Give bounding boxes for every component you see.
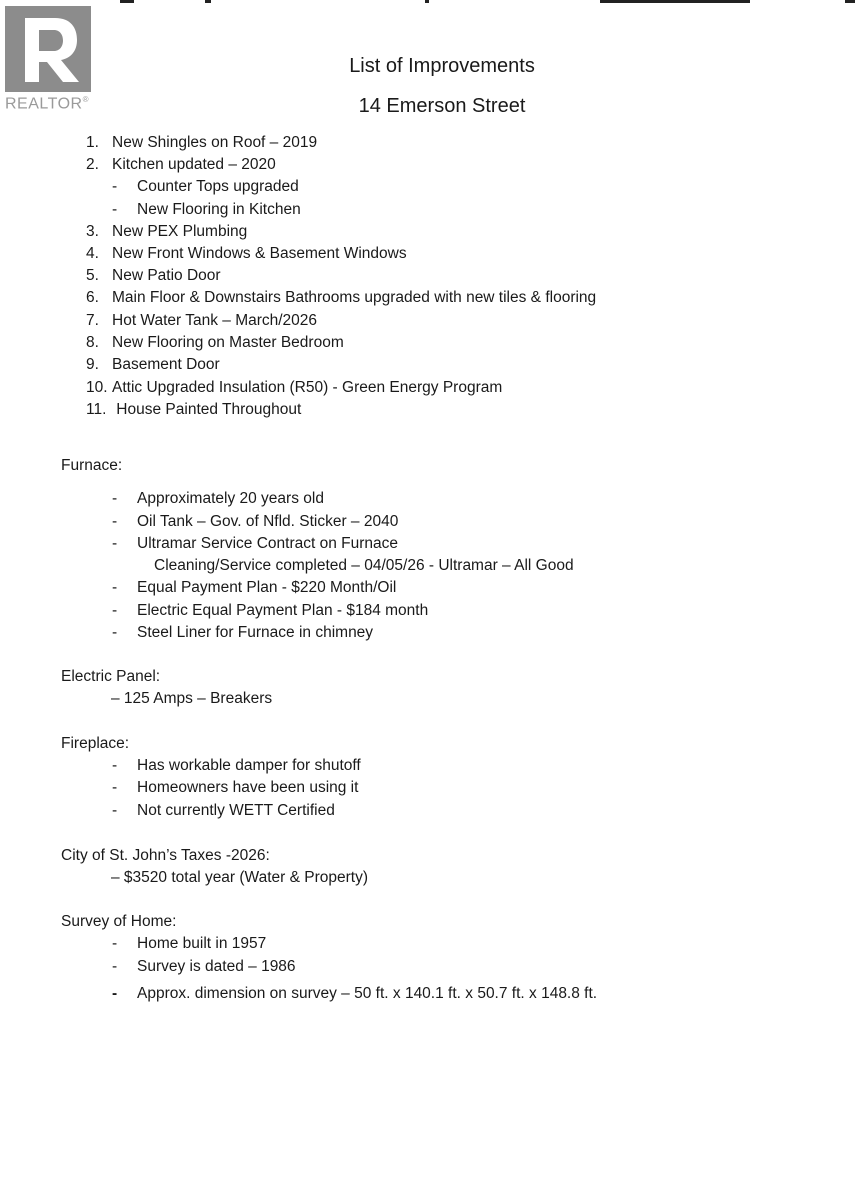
bullet-dash: - (112, 985, 118, 1002)
item-number: 1. (86, 134, 99, 151)
electric-detail: – 125 Amps – Breakers (111, 690, 273, 707)
item-text: New Shingles on Roof – 2019 (112, 134, 318, 151)
improvement-item (86, 312, 317, 330)
kitchen-subitem (112, 178, 299, 196)
fireplace-heading: Fireplace: (61, 735, 130, 752)
bullet-dash: - (112, 624, 118, 641)
taxes-heading: City of St. John’s Taxes -2026: (61, 847, 270, 864)
item-number: 3. (86, 223, 99, 240)
improvement-item (86, 156, 276, 174)
bullet-dash: - (112, 579, 118, 596)
item-number: 5. (86, 267, 99, 284)
bullet-dash: - (112, 757, 118, 774)
item-text: Electric Equal Payment Plan - $184 month (137, 602, 429, 619)
scan-edge-marks (0, 0, 864, 6)
survey-heading: Survey of Home: (61, 913, 177, 930)
improvement-item (86, 401, 301, 419)
item-text: New PEX Plumbing (112, 223, 248, 240)
improvement-item (86, 356, 220, 374)
kitchen-subitem (112, 201, 301, 219)
property-address: 14 Emerson Street (358, 95, 526, 117)
item-text: Steel Liner for Furnace in chimney (137, 624, 374, 641)
bullet-dash: - (112, 779, 118, 796)
bullet-dash: - (112, 201, 118, 218)
item-text: Not currently WETT Certified (137, 802, 335, 819)
item-number: 8. (86, 334, 99, 351)
item-text: Oil Tank – Gov. of Nfld. Sticker – 2040 (137, 513, 399, 530)
registered-mark: ® (82, 95, 89, 104)
furnace-item (112, 579, 396, 597)
bullet-dash: - (112, 802, 118, 819)
subitem-text: Counter Tops upgraded (137, 178, 299, 195)
item-number: 7. (86, 312, 99, 329)
bullet-dash: - (112, 535, 118, 552)
item-text: House Painted Throughout (112, 401, 302, 418)
survey-item (112, 985, 597, 1003)
improvement-item (86, 379, 502, 397)
furnace-item (112, 624, 373, 642)
item-number: 2. (86, 156, 99, 173)
furnace-item (112, 535, 398, 553)
item-text: Homeowners have been using it (137, 779, 359, 796)
fireplace-item (112, 757, 361, 775)
item-text: Attic Upgraded Insulation (R50) - Green Energy Program (112, 379, 503, 396)
item-text: Approximately 20 years old (137, 490, 324, 507)
item-text: Approx. dimension on survey – 50 ft. x 140.1 ft. x 50.7 ft. x 148.8 ft. (137, 985, 598, 1002)
improvement-item (86, 245, 407, 263)
item-text: Main Floor & Downstairs Bathrooms upgraded with new tiles & flooring (112, 289, 597, 306)
bullet-dash: - (112, 178, 118, 195)
improvement-item (86, 334, 344, 352)
bullet-dash: - (112, 935, 118, 952)
electric-heading: Electric Panel: (61, 668, 161, 685)
item-text: New Front Windows & Basement Windows (112, 245, 407, 262)
item-number: 11. (86, 401, 107, 418)
survey-item (112, 935, 266, 953)
bullet-dash: - (112, 490, 118, 507)
survey-item (112, 958, 296, 976)
furnace-item (112, 490, 324, 508)
item-number: 9. (86, 356, 99, 373)
bullet-dash: - (112, 958, 118, 975)
item-text: Hot Water Tank – March/2026 (112, 312, 318, 329)
fireplace-item (112, 802, 335, 820)
item-text: Equal Payment Plan - $220 Month/Oil (137, 579, 397, 596)
item-text: New Patio Door (112, 267, 221, 284)
improvement-item (86, 289, 596, 307)
realtor-r-icon (5, 6, 91, 92)
improvement-item (86, 134, 317, 152)
item-text: Has workable damper for shutoff (137, 757, 361, 774)
item-number: 4. (86, 245, 99, 262)
item-number: 6. (86, 289, 99, 306)
furnace-item (112, 602, 428, 620)
furnace-service-note: Cleaning/Service completed – 04/05/26 - Ultramar – All Good (154, 557, 574, 574)
item-text: Basement Door (112, 356, 220, 373)
subitem-text: New Flooring in Kitchen (137, 201, 301, 218)
item-text: Ultramar Service Contract on Furnace (137, 535, 399, 552)
item-text: Home built in 1957 (137, 935, 267, 952)
document-title: List of Improvements (349, 55, 535, 77)
bullet-dash: - (112, 513, 118, 530)
realtor-wordmark-text: REALTOR (5, 95, 83, 113)
fireplace-item (112, 779, 358, 797)
furnace-heading: Furnace: (61, 457, 123, 474)
item-text: New Flooring on Master Bedroom (112, 334, 344, 351)
bullet-dash: - (112, 602, 118, 619)
taxes-detail: – $3520 total year (Water & Property) (111, 869, 369, 886)
item-number: 10. (86, 379, 108, 396)
furnace-item (112, 513, 398, 531)
item-text: Kitchen updated – 2020 (112, 156, 276, 173)
item-text: Survey is dated – 1986 (137, 958, 296, 975)
improvement-item (86, 223, 247, 241)
improvement-item (86, 267, 221, 285)
